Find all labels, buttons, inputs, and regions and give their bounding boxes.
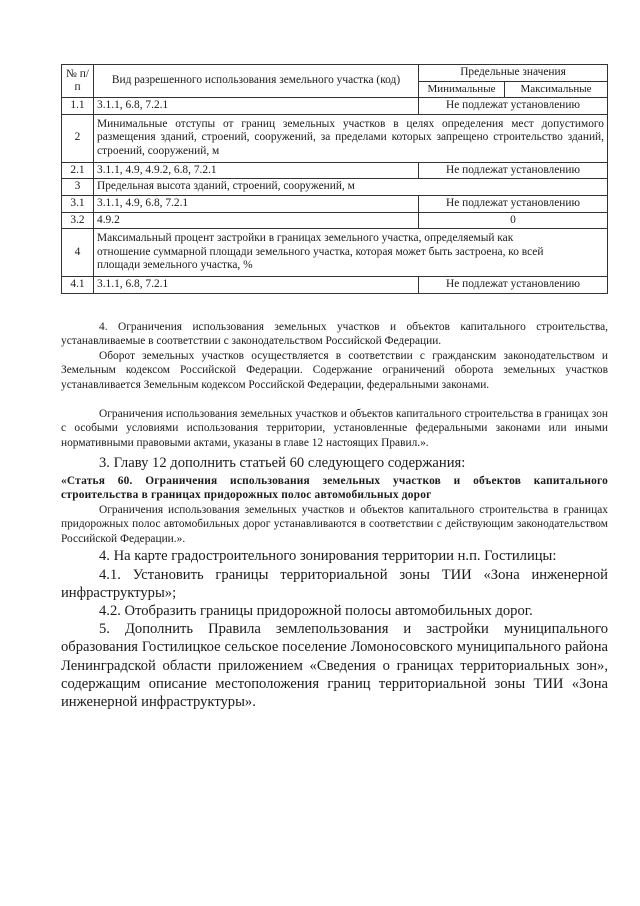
header-type: Вид разрешенного использования земельного участка (код) — [94, 65, 419, 98]
row-num: 4.1 — [62, 277, 94, 294]
paragraph-item-4: 4. На карте градостроительного зонирования территории н.п. Гостилицы: — [99, 548, 557, 564]
row-text: Минимальные отступы от границ земельных участков в целях определения мест допустимого размещения зданий, строений, сооружений, за пределами которых запрещено строительство зданий, строений, сооружений, м — [94, 114, 608, 162]
article-60-heading: «Статья 60. Ограничения использования земельных участков и объектов капитального строительства в границах придорожных полос автомобильных дорог — [61, 475, 608, 502]
row-num: 3.2 — [62, 212, 94, 229]
paragraph-item-4-1: 4.1. Установить границы территориальной зоны ТИИ «Зона инженерной инфраструктуры»; — [61, 567, 608, 602]
row-num: 2.1 — [62, 162, 94, 179]
limits-table — [61, 64, 608, 294]
row-text: 3.1.1, 6.8, 7.2.1 — [94, 98, 419, 115]
row-value: 0 — [419, 212, 608, 229]
header-min: Минимальные — [419, 81, 505, 98]
paragraph-item-4-2: 4.2. Отобразить границы придорожной полосы автомобильных дорог. — [99, 603, 533, 619]
table-row — [62, 229, 608, 277]
header-max: Максимальные — [505, 81, 608, 98]
table-row — [62, 179, 608, 196]
paragraph-land-turnover: Оборот земельных участков осуществляется в соответствии с гражданским законодательством и Земельным кодексом Российской Федерации. Содержание ограничений оборота земельных участков устанавливается Земельным кодексом Российской Федерации, федеральными законами. — [61, 350, 608, 391]
table-row — [62, 195, 608, 212]
row-num: 4 — [62, 229, 94, 277]
row-value: Не подлежат установлению — [419, 195, 608, 212]
row-num: 2 — [62, 114, 94, 162]
row-num: 3 — [62, 179, 94, 196]
row-value: Не подлежат установлению — [419, 162, 608, 179]
table-row — [62, 212, 608, 229]
paragraph-restrictions: 4. Ограничения использования земельных участков и объектов капитального строительства, устанавливаемые в соответствии с законодательством Российской Федерации. — [61, 321, 608, 348]
row-value: Не подлежат установлению — [419, 277, 608, 294]
row-text: Предельная высота зданий, строений, сооружений, м — [94, 179, 608, 196]
header-limits: Предельные значения — [419, 65, 608, 82]
table-row — [62, 162, 608, 179]
row-text: 3.1.1, 4.9, 4.9.2, 6.8, 7.2.1 — [94, 162, 419, 179]
header-num: № п/п — [62, 65, 94, 98]
row-num: 1.1 — [62, 98, 94, 115]
table-header-row — [62, 65, 608, 82]
row-text: Максимальный процент застройки в границах земельного участка, определяемый как отношение суммарной площади земельного участка, которая может быть застроена, ко всей площади земельного участка, % — [94, 229, 608, 277]
row-text: 3.1.1, 6.8, 7.2.1 — [94, 277, 419, 294]
paragraph-special-zones: Ограничения использования земельных участков и объектов капитального строительства в границах зон с особыми условиями использования территории, установленные федеральными законами или иными нормативными правовыми актами, указаны в главе 12 настоящих Правил.». — [61, 408, 608, 449]
table-row — [62, 98, 608, 115]
paragraph-item-5: 5. Дополнить Правила землепользования и застройки муниципального образования Гостилицкое сельское поселение Ломоносовского муниципального района Ленинградской области приложением «Сведения о границах территориальных зон», содержащим описание местоположения границ территориальной зоны ТИИ «Зона инженерной инфраструктуры». — [61, 621, 608, 711]
row-num: 3.1 — [62, 195, 94, 212]
row-text: 4.9.2 — [94, 212, 419, 229]
table-row — [62, 277, 608, 294]
row-value: Не подлежат установлению — [419, 98, 608, 115]
paragraph-item-3: 3. Главу 12 дополнить статьей 60 следующего содержания: — [99, 455, 466, 471]
table-row — [62, 114, 608, 162]
row-text: 3.1.1, 4.9, 6.8, 7.2.1 — [94, 195, 419, 212]
paragraph-article-60: Ограничения использования земельных участков и объектов капитального строительства в границах придорожных полос автомобильных дорог устанавливаются в соответствии с действующим законодательством Российской Федерации.». — [61, 504, 608, 545]
